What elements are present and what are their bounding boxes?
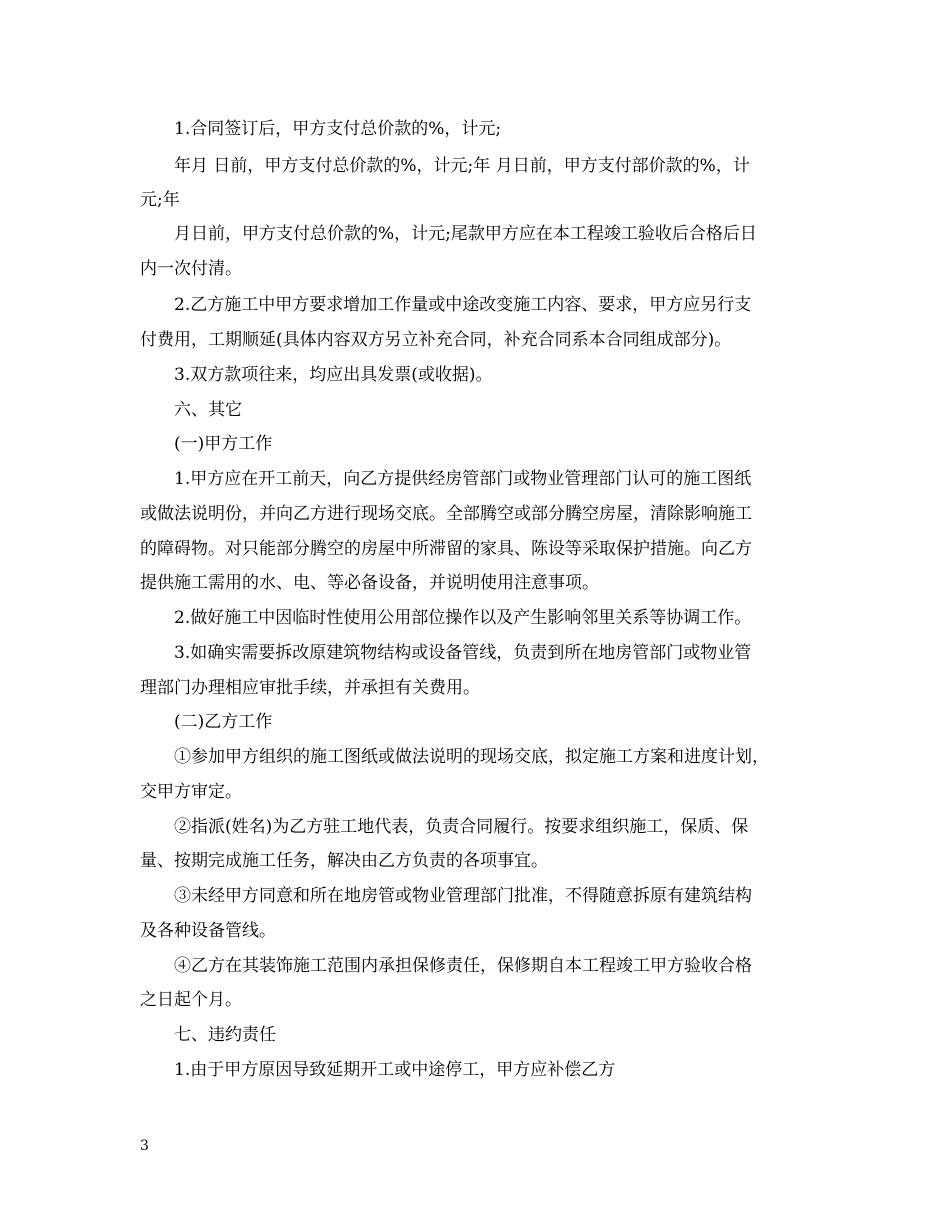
text-line: 年月 日前，甲方支付总价款的%，计元;年 月日前，甲方支付部价款的%，计 <box>174 156 750 176</box>
text-line: 元;年 <box>140 190 180 210</box>
text-line: ③未经甲方同意和所在地房管或物业管理部门批准，不得随意拆原有建筑结构 <box>174 886 752 906</box>
text-line: 3.如确实需要拆改原建筑物结构或设备管线，负责到所在地房管部门或物业管 <box>174 643 752 663</box>
text-line: 月日前，甲方支付总价款的%，计元;尾款甲方应在本工程竣工验收后合格后日 <box>174 224 757 244</box>
text-line: 或做法说明份，并向乙方进行现场交底。全部腾空或部分腾空房屋，清除影响施工 <box>140 504 752 524</box>
text-line: 及各种设备管线。 <box>140 921 276 941</box>
text-line: 量、按期完成施工任务，解决由乙方负责的各项事宜。 <box>140 851 548 871</box>
text-line: 内一次付清。 <box>140 259 242 279</box>
text-line: 交甲方审定。 <box>140 782 242 802</box>
text-line: ④乙方在其装饰施工范围内承担保修责任，保修期自本工程竣工甲方验收合格 <box>174 956 752 976</box>
subsection-heading: (二)乙方工作 <box>174 712 273 732</box>
text-line: 付费用，工期顺延(具体内容双方另立补充合同，补充合同系本合同组成部分)。 <box>140 330 732 350</box>
text-line: 1.由于甲方原因导致延期开工或中途停工，甲方应补偿乙方 <box>174 1060 616 1080</box>
section-heading: 七、违约责任 <box>174 1025 276 1045</box>
text-line: ②指派(姓名)为乙方驻工地代表，负责合同履行。按要求组织施工，保质、保 <box>174 817 749 837</box>
text-line: 提供施工需用的水、电、等必备设备，并说明使用注意事项。 <box>140 573 599 593</box>
text-line: ①参加甲方组织的施工图纸或做法说明的现场交底，拟定施工方案和进度计划， <box>174 747 769 767</box>
text-line: 2.做好施工中因临时性使用公用部位操作以及产生影响邻里关系等协调工作。 <box>174 608 752 628</box>
subsection-heading: (一)甲方工作 <box>174 434 273 454</box>
text-line: 3.双方款项往来，均应出具发票(或收据)。 <box>174 365 493 385</box>
page-number: 3 <box>140 1138 149 1154</box>
text-line: 理部门办理相应审批手续，并承担有关费用。 <box>140 678 480 698</box>
text-line: 1.甲方应在开工前天，向乙方提供经房管部门或物业管理部门认可的施工图纸 <box>174 469 752 489</box>
text-line: 之日起个月。 <box>140 990 242 1010</box>
text-line: 的障碍物。对只能部分腾空的房屋中所滞留的家具、陈设等采取保护措施。向乙方 <box>140 539 752 559</box>
section-heading: 六、其它 <box>174 400 242 420</box>
text-line: 1.合同签订后，甲方支付总价款的%，计元; <box>174 119 502 139</box>
text-line: 2.乙方施工中甲方要求增加工作量或中途改变施工内容、要求，甲方应另行支 <box>174 295 752 315</box>
